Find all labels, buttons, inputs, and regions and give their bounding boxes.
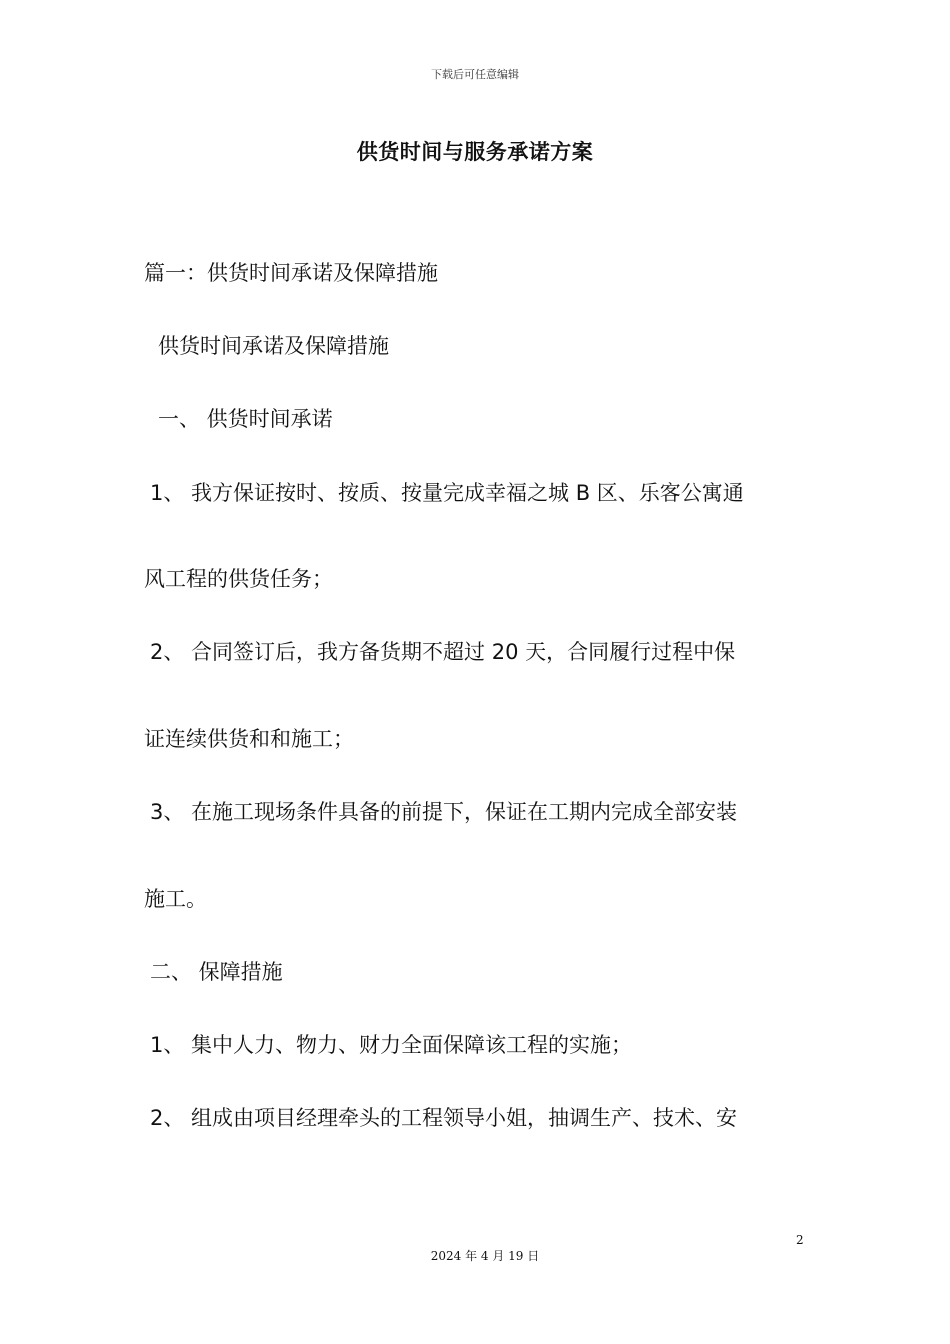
paragraph-line: 1、 集中人力、物力、财力全面保障该工程的实施； [150, 1033, 633, 1057]
footer-date: 2024 年 4 月 19 日 [430, 1249, 540, 1263]
paragraph-line: 证连续供货和和施工； [144, 727, 354, 751]
section-item-heading: 一、 供货时间承诺 [158, 407, 333, 431]
subsection-heading: 供货时间承诺及保障措施 [158, 334, 389, 358]
paragraph-line: 风工程的供货任务； [144, 567, 333, 591]
paragraph-line: 3、 在施工现场条件具备的前提下，保证在工期内完成全部安装 [150, 800, 738, 824]
paragraph-line: 1、 我方保证按时、按质、按量完成幸福之城 B 区、乐客公寓通 [150, 481, 744, 505]
paragraph-line: 施工。 [144, 887, 207, 911]
document-title: 供货时间与服务承诺方案 [356, 140, 594, 164]
paragraph-line: 2、 合同签订后，我方备货期不超过 20 天，合同履行过程中保 [150, 640, 736, 664]
section-heading: 篇一：供货时间承诺及保障措施 [144, 261, 438, 285]
paragraph-line: 2、 组成由项目经理牵头的工程领导小姐，抽调生产、技术、安 [150, 1106, 738, 1130]
section-item-heading: 二、 保障措施 [150, 960, 283, 984]
page-header: 下载后可任意编辑 [431, 68, 519, 81]
page-number: 2 [796, 1233, 804, 1247]
